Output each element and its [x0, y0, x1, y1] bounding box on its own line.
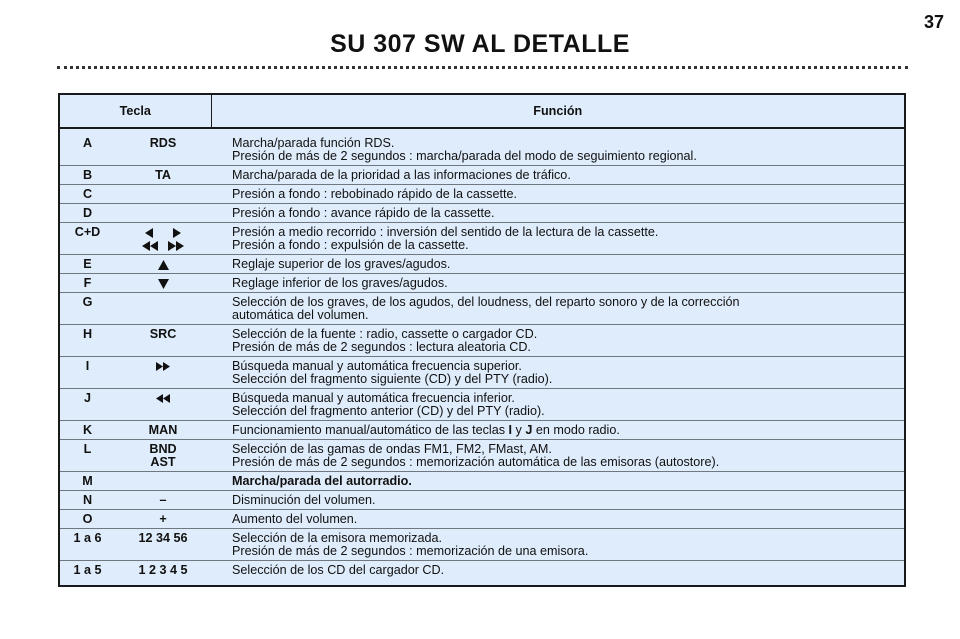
table-row — [59, 421, 905, 440]
function-line: Presión de más de 2 segundos : lectura aleatoria CD. — [232, 340, 531, 354]
key-label — [115, 255, 211, 274]
function-line: Presión a fondo : rebobinado rápido de la cassette. — [232, 187, 517, 201]
table-row — [59, 293, 905, 325]
key-letter: L — [59, 440, 115, 472]
fast-forward-icon — [156, 360, 170, 373]
table-row — [59, 357, 905, 389]
function-description — [211, 529, 905, 561]
key-label — [115, 274, 211, 293]
double-triangle-left-icon — [142, 239, 158, 252]
key-label-text: MAN — [148, 423, 178, 437]
table-row — [59, 204, 905, 223]
function-description — [211, 128, 905, 166]
key-label — [115, 561, 211, 587]
function-line: Reglaje superior de los graves/agudos. — [232, 257, 451, 271]
function-description — [211, 185, 905, 204]
function-line: Marcha/parada función RDS. — [232, 136, 395, 150]
function-line: Selección de los graves, de los agudos, del loudness, del reparto sonoro y de la corrección — [232, 295, 740, 309]
function-line: Selección de la fuente : radio, cassette o cargador CD. — [232, 327, 538, 341]
table-row — [59, 440, 905, 472]
function-description — [211, 204, 905, 223]
key-label — [115, 440, 211, 472]
function-description — [211, 223, 905, 255]
key-label-text: 12 34 56 — [138, 531, 188, 545]
key-letter: E — [59, 255, 115, 274]
key-letter: H — [59, 325, 115, 357]
table-header-row — [59, 94, 905, 128]
function-description — [211, 440, 905, 472]
key-label — [115, 389, 211, 421]
key-letter: O — [59, 510, 115, 529]
key-label — [115, 128, 211, 166]
table-row — [59, 223, 905, 255]
function-line: Presión a fondo : avance rápido de la cassette. — [232, 206, 495, 220]
triangle-right-icon — [172, 226, 181, 239]
key-label-text: BND — [149, 442, 177, 456]
function-text: en modo radio. — [532, 423, 620, 437]
key-letter: C+D — [59, 223, 115, 255]
function-description — [211, 510, 905, 529]
function-line: automática del volumen. — [232, 308, 369, 322]
table-row — [59, 274, 905, 293]
key-label-text: RDS — [149, 136, 177, 150]
table-row — [59, 389, 905, 421]
key-letter: F — [59, 274, 115, 293]
function-text: y — [512, 423, 526, 437]
key-label — [115, 491, 211, 510]
key-label — [115, 472, 211, 491]
double-triangle-right-icon — [168, 239, 184, 252]
key-letter: 1 a 5 — [73, 563, 102, 577]
table-row — [59, 491, 905, 510]
key-label-text: TA — [155, 168, 171, 182]
function-description — [211, 491, 905, 510]
page-title: SU 307 SW AL DETALLE — [330, 30, 630, 58]
table-row — [59, 128, 905, 166]
function-description — [211, 421, 905, 440]
function-table — [58, 93, 906, 587]
function-line: Presión a fondo : expulsión de la cassette. — [232, 238, 469, 252]
table-row — [59, 529, 905, 561]
key-letter: K — [59, 421, 115, 440]
function-line: Presión de más de 2 segundos : memorización automática de las emisoras (autostore). — [232, 455, 720, 469]
table-row — [59, 561, 905, 587]
triangle-up-icon — [158, 258, 169, 271]
table-row — [59, 325, 905, 357]
table-row — [59, 472, 905, 491]
table-row — [59, 255, 905, 274]
function-line: Búsqueda manual y automática frecuencia inferior. — [232, 391, 515, 405]
function-description — [211, 255, 905, 274]
key-label-text: – — [159, 493, 167, 507]
key-label-text-secondary: AST — [150, 455, 176, 469]
function-line: Selección de la emisora memorizada. — [232, 531, 442, 545]
key-letter: A — [59, 128, 115, 166]
key-label — [115, 325, 211, 357]
key-label — [115, 357, 211, 389]
key-label — [115, 185, 211, 204]
key-letter: 1 a 6 — [59, 529, 115, 561]
function-description — [211, 274, 905, 293]
function-line: Presión de más de 2 segundos : marcha/parada del modo de seguimiento regional. — [232, 149, 697, 163]
key-label-text: + — [159, 512, 167, 526]
table-body — [59, 128, 905, 586]
table-row — [59, 185, 905, 204]
triangle-left-icon — [145, 226, 154, 239]
key-letter: G — [59, 293, 115, 325]
function-line: Presión a medio recorrido : inversión del sentido de la lectura de la cassette. — [232, 225, 659, 239]
function-line: Selección de las gamas de ondas FM1, FM2, FMast, AM. — [232, 442, 552, 456]
key-letter: B — [59, 166, 115, 185]
function-line: Reglage inferior de los graves/agudos. — [232, 276, 448, 290]
function-description — [211, 472, 905, 491]
function-description — [211, 166, 905, 185]
triangle-down-icon — [158, 277, 169, 290]
key-label — [115, 223, 211, 255]
key-label — [115, 204, 211, 223]
function-line — [232, 424, 896, 437]
page-number: 37 — [923, 12, 944, 32]
key-letter: C — [59, 185, 115, 204]
function-line: Marcha/parada de la prioridad a las informaciones de tráfico. — [232, 168, 571, 182]
key-label — [115, 166, 211, 185]
function-description — [211, 293, 905, 325]
key-label-text: SRC — [149, 327, 177, 341]
function-line: Marcha/parada del autorradio. — [232, 474, 412, 488]
bold-key-ref: I — [508, 423, 513, 437]
key-label — [115, 510, 211, 529]
bold-key-ref: J — [525, 423, 533, 437]
rewind-icon — [156, 392, 170, 405]
key-letter: N — [59, 491, 115, 510]
function-line: Aumento del volumen. — [232, 512, 358, 526]
function-description — [211, 357, 905, 389]
header-function: Función — [211, 94, 905, 128]
function-line: Selección del fragmento siguiente (CD) y del PTY (radio). — [232, 372, 553, 386]
key-label — [115, 529, 211, 561]
table-row — [59, 166, 905, 185]
function-line: Presión de más de 2 segundos : memorización de una emisora. — [232, 544, 589, 558]
function-text: Funcionamiento manual/automático de las teclas — [232, 423, 509, 437]
header-key: Tecla — [59, 94, 211, 128]
dotted-divider — [57, 66, 908, 69]
table-row — [59, 510, 905, 529]
function-description — [211, 561, 905, 587]
key-letter: I — [59, 357, 115, 389]
key-letter: M — [59, 472, 115, 491]
function-line: Selección del fragmento anterior (CD) y del PTY (radio). — [232, 404, 545, 418]
function-description — [211, 325, 905, 357]
key-label — [115, 293, 211, 325]
key-label — [115, 421, 211, 440]
function-line: Búsqueda manual y automática frecuencia superior. — [232, 359, 522, 373]
key-label-text: 1 2 3 4 5 — [138, 563, 188, 577]
function-line: Selección de los CD del cargador CD. — [232, 563, 445, 577]
key-letter: J — [59, 389, 115, 421]
function-description — [211, 389, 905, 421]
function-line: Disminución del volumen. — [232, 493, 376, 507]
key-letter: D — [59, 204, 115, 223]
